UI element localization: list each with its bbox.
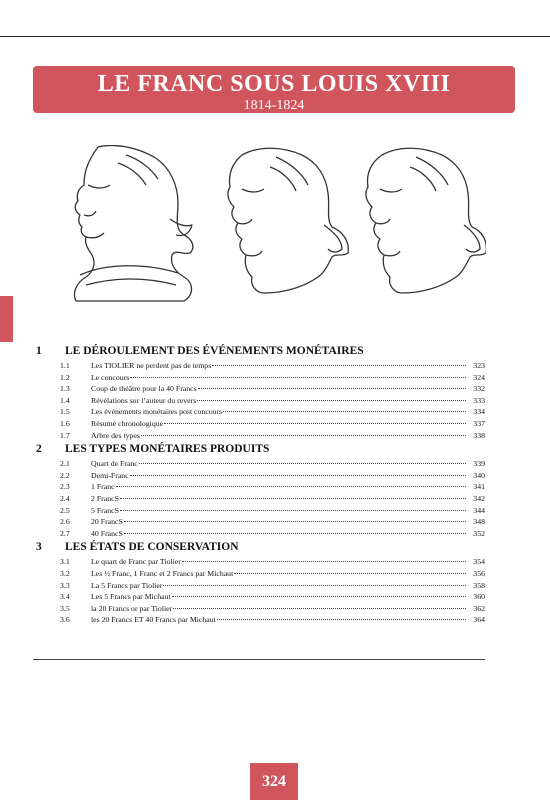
page-subtitle: 1814-1824 <box>243 98 305 113</box>
toc-entry-page: 354 <box>473 557 485 567</box>
toc-entry[interactable] <box>33 614 485 626</box>
toc-entry[interactable] <box>33 556 485 568</box>
toc-entry[interactable] <box>33 360 485 372</box>
dot-leader <box>172 596 466 597</box>
toc-section-heading <box>33 441 485 458</box>
dot-leader <box>139 463 466 464</box>
toc-entry-page: 342 <box>473 493 485 503</box>
toc-entry[interactable] <box>33 430 485 442</box>
toc-entry[interactable] <box>33 528 485 540</box>
toc-entry-number: 1.6 <box>60 418 70 428</box>
toc-entry-page: 334 <box>473 407 485 417</box>
toc-entry-number: 2.2 <box>60 470 70 480</box>
toc-entry[interactable] <box>33 395 485 407</box>
dot-leader <box>116 486 466 487</box>
toc-entry-title: Quart de Franc <box>91 459 138 469</box>
toc-entry-number: 3.3 <box>60 580 70 590</box>
toc-entry[interactable] <box>33 458 485 470</box>
toc-entry-title: Arbre des types <box>91 430 140 440</box>
toc-entry-page: 362 <box>473 603 485 613</box>
toc-entry-number: 3.4 <box>60 592 70 602</box>
toc-entry-number: 2.4 <box>60 493 70 503</box>
dot-leader <box>198 388 466 389</box>
toc-entry[interactable] <box>33 418 485 430</box>
toc-entry-number: 3.5 <box>60 603 70 613</box>
toc-entry-title: Coup de théâtre pour la 40 Francs <box>91 384 197 394</box>
toc-entry-title: Les 5 Francs par Michaut <box>91 592 171 602</box>
toc-entry[interactable] <box>33 603 485 615</box>
toc-entry-number: 2.1 <box>60 459 70 469</box>
toc-entry-number: 2.3 <box>60 482 70 492</box>
toc-entry-page: 352 <box>473 528 485 538</box>
toc-entry[interactable] <box>33 493 485 505</box>
dot-leader <box>130 377 466 378</box>
dot-leader <box>197 400 466 401</box>
section-title: LES ÉTATS DE CONSERVATION <box>65 541 239 554</box>
toc-entry-page: 348 <box>473 517 485 527</box>
dot-leader <box>234 573 466 574</box>
toc-entry-page: 358 <box>473 580 485 590</box>
toc-entry-title: Les TIOLIER ne perdent pas de temps <box>91 361 212 370</box>
dot-leader <box>120 510 466 511</box>
toc-section-heading <box>33 343 485 360</box>
toc-entry[interactable] <box>33 481 485 493</box>
toc-entry-title: Les événements monétaires post concours <box>91 407 223 417</box>
portrait-1-image <box>74 145 192 301</box>
toc-entry-number: 1.7 <box>60 430 70 440</box>
toc-entry-title: Le concours <box>91 372 130 382</box>
toc-entry-title: Le quart de Franc par Tiolier <box>91 557 181 567</box>
toc-entry-page: 360 <box>473 592 485 602</box>
toc-entry-number: 1.2 <box>60 372 70 382</box>
toc-entry-page: 364 <box>473 615 485 625</box>
toc-entry-title: 20 FrancS <box>91 517 123 527</box>
portrait-3-image <box>366 148 486 293</box>
dot-leader <box>217 619 466 620</box>
title-banner <box>33 66 515 113</box>
toc-entry-page: 356 <box>473 568 485 578</box>
dot-leader <box>141 435 466 436</box>
toc-entry[interactable] <box>33 505 485 517</box>
toc-entry-title: les 20 Francs ET 40 Francs par Michaut <box>91 615 216 625</box>
toc-entry-number: 2.5 <box>60 505 70 515</box>
toc-entry-title: Résumé chronologique <box>91 418 164 428</box>
dot-leader <box>124 533 466 534</box>
toc-entry-number: 3.1 <box>60 557 70 567</box>
toc-entry-title: Demi-Franc <box>91 470 129 480</box>
section-title: LES TYPES MONÉTAIRES PRODUITS <box>65 443 270 456</box>
toc-entry[interactable] <box>33 406 485 418</box>
dot-leader <box>163 585 466 586</box>
toc-entry-page: 339 <box>473 459 485 469</box>
toc-entry[interactable] <box>33 568 485 580</box>
dot-leader <box>120 498 466 499</box>
toc-entry-title: 2 FrancS <box>91 493 119 503</box>
dot-leader <box>130 475 466 476</box>
top-rule <box>0 36 550 37</box>
dot-leader <box>223 411 466 412</box>
section-number: 1 <box>36 345 42 357</box>
toc-entry-page: 333 <box>473 395 485 405</box>
toc-entry-title: Les ½ Franc, 1 Franc et 2 Francs par Michaut <box>91 568 234 578</box>
section-number: 2 <box>36 443 42 456</box>
toc-entry-page: 337 <box>473 418 485 428</box>
toc-section-heading <box>33 539 485 556</box>
section-number: 3 <box>36 541 42 554</box>
toc-entry-page: 344 <box>473 505 485 515</box>
toc-entry-title: 5 FrancS <box>91 505 119 515</box>
toc-entry-number: 1.3 <box>60 384 70 394</box>
dot-leader <box>212 365 466 366</box>
section-title: LE DÉROULEMENT DES ÉVÉNEMENTS MONÉTAIRES <box>65 345 364 357</box>
toc-bottom-rule <box>33 659 485 660</box>
chapter-side-tab <box>0 296 13 342</box>
toc-entry-number: 1.5 <box>60 407 70 417</box>
toc-entry[interactable] <box>33 383 485 395</box>
toc-entry-title: la 20 Francs or par Tiolier <box>91 603 173 613</box>
toc-entry-number: 1.1 <box>60 361 70 370</box>
toc-entry-number: 3.6 <box>60 615 70 625</box>
dot-leader <box>164 423 466 424</box>
toc-entry-page: 332 <box>473 384 485 394</box>
portrait-profiles <box>66 145 486 310</box>
toc-entry-title: 40 FrancS <box>91 528 123 538</box>
toc-entry-page: 341 <box>473 482 485 492</box>
toc-entry[interactable] <box>33 470 485 482</box>
toc-entry[interactable] <box>33 516 485 528</box>
dot-leader <box>182 561 466 562</box>
page-number: 324 <box>250 763 298 800</box>
toc-entry-title: Révélations sur l’auteur du revers <box>91 395 197 405</box>
toc-entry-number: 2.7 <box>60 528 70 538</box>
toc-entry-page: 324 <box>473 372 485 382</box>
page-title: LE FRANC SOUS LOUIS XVIII <box>97 71 451 97</box>
toc-entry-number: 2.6 <box>60 517 70 527</box>
dot-leader <box>173 608 466 609</box>
toc-entry-title: 1 Franc <box>91 482 115 492</box>
toc-entry-title: La 5 Francs par Tiolier <box>91 580 163 590</box>
toc-entry-page: 323 <box>473 361 485 370</box>
table-of-contents <box>33 343 485 626</box>
toc-entry-number: 3.2 <box>60 568 70 578</box>
toc-entry[interactable] <box>33 372 485 384</box>
toc-entry-number: 1.4 <box>60 395 70 405</box>
dot-leader <box>124 521 466 522</box>
toc-entry[interactable] <box>33 591 485 603</box>
toc-entry-page: 338 <box>473 430 485 440</box>
toc-entry[interactable] <box>33 580 485 592</box>
portrait-2-image <box>228 148 348 293</box>
toc-entry-page: 340 <box>473 470 485 480</box>
